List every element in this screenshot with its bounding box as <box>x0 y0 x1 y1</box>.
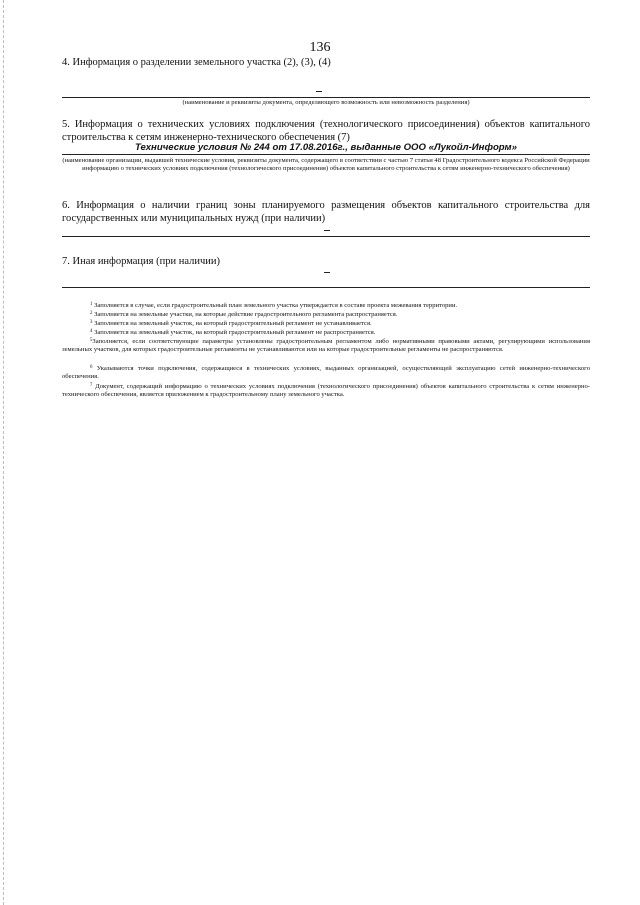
page-number: 136 <box>309 40 331 55</box>
section-6-heading: 6. Информация о наличии границ зоны планируемого размещения объектов капитального строительства для государственных или муниципальных нужд (при наличии) <box>62 200 590 224</box>
section-7-heading: 7. Иная информация (при наличии) <box>62 256 220 267</box>
footnote: $^1$ Заполняется в случае, если градостроительный план земельного участка утверждается в составе проекта межевания территории. <box>90 302 458 309</box>
footnote: $^4$ Заполняется на земельный участок, на который градостроительный регламент не распространяется. <box>90 329 376 336</box>
field-underline <box>62 154 590 155</box>
footnote: $^5$Заполняется, если соответствующие параметры установлены градостроительным регламентом либо нормативными правовыми актами, регулирующими использования земельных участков, для которых градостроительные регламенты не устанавливаются или на которые градостроительные регламенты не распространяются. <box>62 338 590 354</box>
footnote: $^6$ Указываются точки подключения, содержащиеся в технических условиях, выданных организацией, осуществляющей эксплуатацию сетей инженерно-технического обеспечения. <box>62 365 590 381</box>
footnote: $^3$ Заполняется на земельный участок, на который градостроительный регламент не устанавливается. <box>90 320 372 327</box>
section-4-caption: (наименование и реквизиты документа, определяющего возможность или невозможность разделения) <box>182 99 470 106</box>
field-underline <box>62 236 590 237</box>
empty-field-dash <box>324 272 330 273</box>
footnote: $^2$ Заполняется на земельные участки, на которые действие градостроительного регламента распространяется. <box>90 311 398 318</box>
field-underline <box>62 287 590 288</box>
binding-edge-line <box>3 0 5 905</box>
section-5-caption: (наименование организации, выдавшей технические условия, реквизиты документа, содержащего в соответствии с частью 7 статьи 48 Градостроительного кодекса Российской Федерации информацию о технических условиях подключения (технологического присоединения) объектов капитального строительства к сетям инженерно-технического обеспечения) <box>62 157 590 173</box>
empty-field-dash <box>324 230 330 231</box>
footnote: $^7$ Документ, содержащий информацию о технических условиях подключения (технологического присоединения) объектов капитального строительства к сетям инженерно-технического обеспечения, является приложением к градостроительному плану земельного участка. <box>62 383 590 399</box>
section-4-heading: 4. Информация о разделении земельного участка (2), (3), (4) <box>62 57 331 68</box>
empty-field-dash <box>316 91 322 92</box>
section-5-value: Технические условия № 244 от 17.08.2016г., выданные ООО «Лукойл-Информ» <box>135 142 517 153</box>
section-5-heading: 5. Информация о технических условиях подключения (технологического присоединения) объектов капитального строительства к сетям инженерно-технического обеспечения (7) <box>62 119 590 143</box>
field-underline <box>62 97 590 98</box>
